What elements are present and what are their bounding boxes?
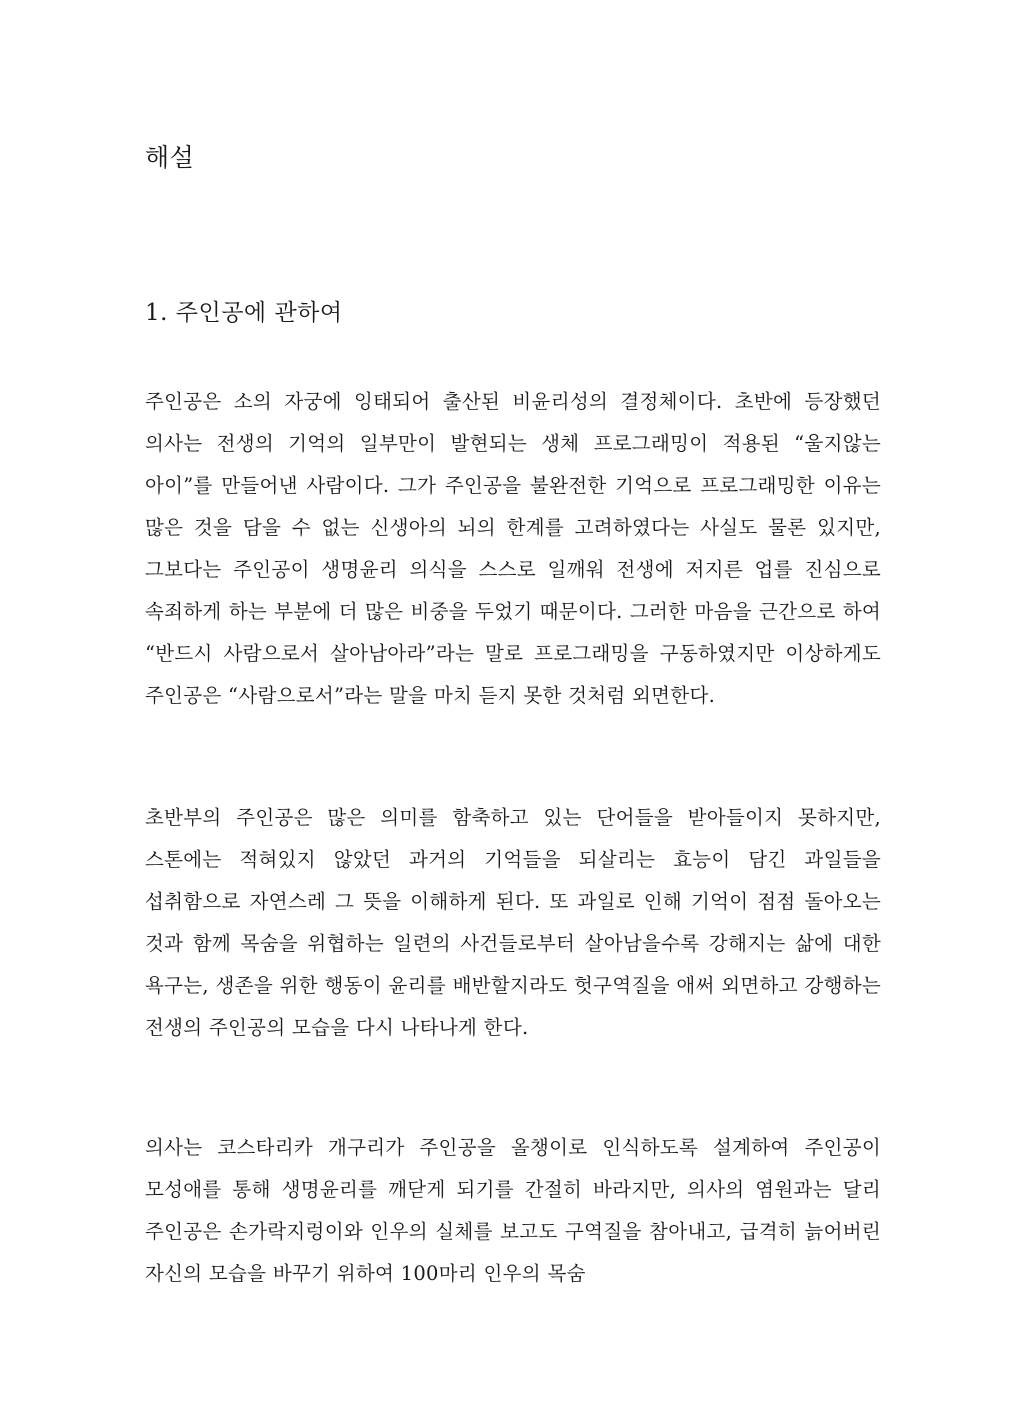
body-paragraph: 의사는 코스타리카 개구리가 주인공을 올챙이로 인식하도록 설계하여 주인공이 모성애를 통해 생명윤리를 깨닫게 되기를 간절히 바라지만, 의사의 염원과는 달리 주인공은 손가락지렁이와 인우의 실체를 보고도 구역질을 참아내고, 급격히 늙어버린 자신의 모습을 바꾸기 위하여 100마리 인우의 목숨 bbox=[145, 1136, 881, 1285]
document-title: 해설 bbox=[145, 143, 195, 172]
body-paragraph: 초반부의 주인공은 많은 의미를 함축하고 있는 단어들을 받아들이지 못하지만, 스톤에는 적혀있지 않았던 과거의 기억들을 되살리는 효능이 담긴 과일들을 섭취함으로 자연스레 그 뜻을 이해하게 된다. 또 과일로 인해 기억이 점점 돌아오는 것과 함께 목숨을 위협하는 일련의 사건들로부터 살아남을수록 강해지는 삶에 대한 욕구는, 생존을 위한 행동이 윤리를 배반할지라도 헛구역질을 애써 외면하고 강행하는 전생의 주인공의 모습을 다시 나타나게 한다. bbox=[145, 806, 881, 1039]
section-heading: 1. 주인공에 관하여 bbox=[145, 300, 343, 326]
body-paragraph: 주인공은 소의 자궁에 잉태되어 출산된 비윤리성의 결정체이다. 초반에 등장했던 의사는 전생의 기억의 일부만이 발현되는 생체 프로그래밍이 적용된 “울지않는 아이”를 만들어낸 사람이다. 그가 주인공을 불완전한 기억으로 프로그래밍한 이유는 많은 것을 담을 수 없는 신생아의 뇌의 한계를 고려하였다는 사실도 물론 있지만, 그보다는 주인공이 생명윤리 의식을 스스로 일깨워 전생에 저지른 업를 진심으로 속죄하게 하는 부분에 더 많은 비중을 두었기 때문이다. 그러한 마음을 근간으로 하여 “반드시 사람으로서 살아남아라”라는 말로 프로그래밍을 구동하였지만 이상하게도 주인공은 “사람으로서”라는 말을 마치 듣지 못한 것처럼 외면한다. bbox=[145, 390, 881, 707]
